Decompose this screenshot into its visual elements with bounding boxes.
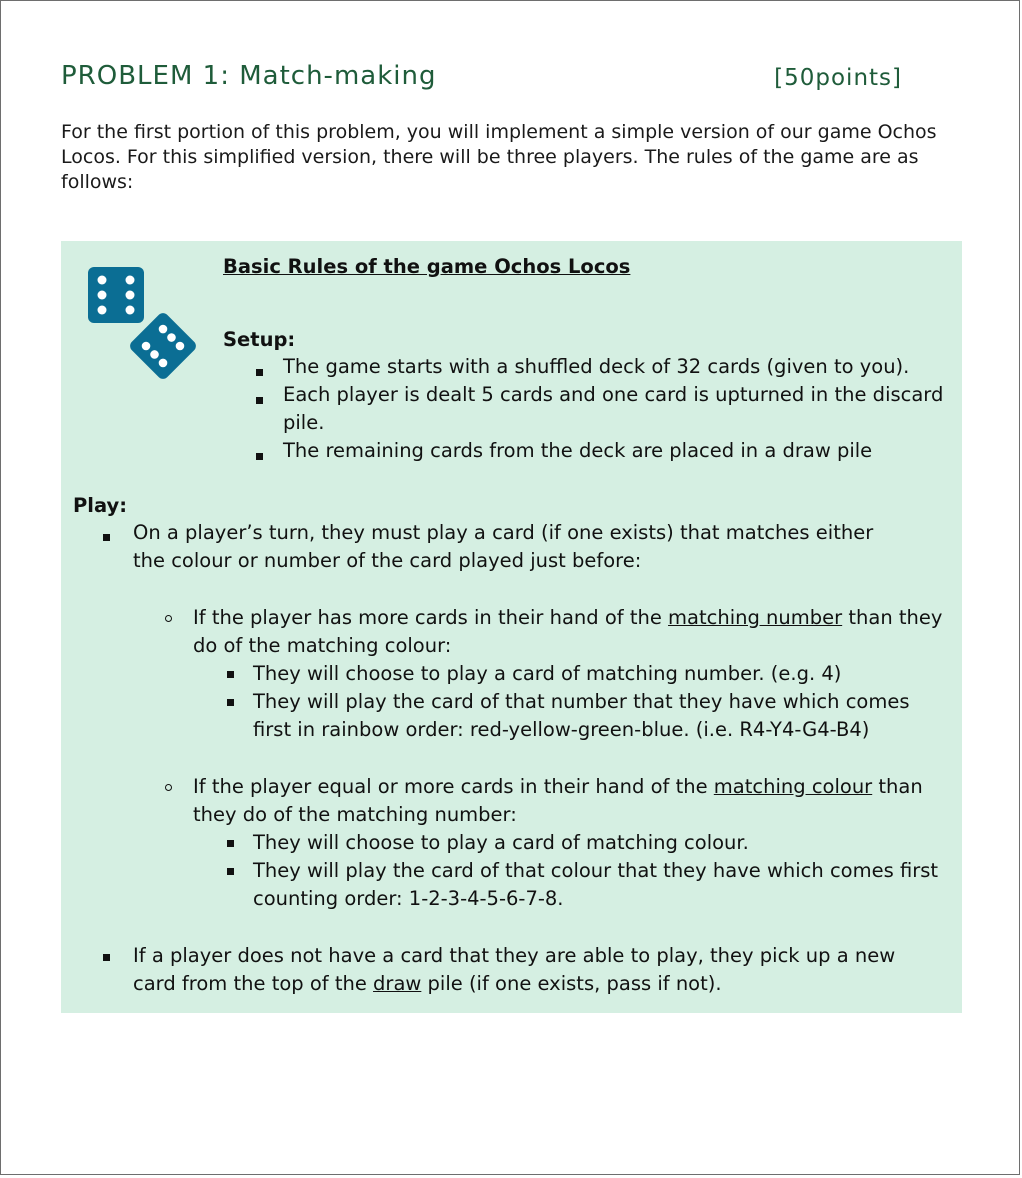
bullet xyxy=(256,453,263,460)
sub-bullet xyxy=(165,615,172,622)
bullet xyxy=(103,534,110,541)
rules-box xyxy=(61,241,962,1013)
setup-item-3: The remaining cards from the deck are placed in a draw pile xyxy=(283,439,873,462)
dice-icon xyxy=(88,267,208,387)
draw-term: draw xyxy=(373,972,422,995)
problem-title: PROBLEM 1: Match-making xyxy=(61,61,437,91)
setup-item-2: Each player is dealt 5 cards and one card is upturned in the discard pile. xyxy=(283,383,944,434)
matching-number-term: matching number xyxy=(668,606,843,629)
colour-case-item-2: They will play the card of that colour that they have which comes first counting order: 1-2-3-4-5-6-7-8. xyxy=(253,859,939,910)
number-case-item-1: They will choose to play a card of matching number. (e.g. 4) xyxy=(253,662,842,685)
play-item-1: On a player’s turn, they must play a card (if one exists) that matches either the colour or number of the card played just before: xyxy=(133,521,874,572)
play-label: Play: xyxy=(73,494,128,517)
bullet xyxy=(103,954,110,961)
intro-paragraph: For the first portion of this problem, you will implement a simple version of our game Ochos Locos. For this simplified version, there will be three players. The rules of the game are as follows: xyxy=(61,121,937,193)
number-case-item-2: They will play the card of that number that they have which comes first in rainbow order: red-yellow-green-blue. (i.e. R4-Y4-G4-B4) xyxy=(253,690,910,741)
setup-label: Setup: xyxy=(223,328,296,351)
number-case-text: If the player has more cards in their hand of the matching number than they do of the matching colour: xyxy=(193,606,943,657)
colour-case-text: If the player equal or more cards in their hand of the matching colour than they do of the matching number: xyxy=(193,775,923,826)
setup-item-1: The game starts with a shuffled deck of 32 cards (given to you). xyxy=(283,355,910,378)
play-item-2: If a player does not have a card that they are able to play, they pick up a new card from the top of the draw pile (if one exists, pass if not). xyxy=(133,944,896,995)
bullet xyxy=(227,671,234,678)
bullet xyxy=(227,868,234,875)
bullet xyxy=(227,840,234,847)
matching-colour-term: matching colour xyxy=(713,775,873,798)
colour-case-item-1: They will choose to play a card of matching colour. xyxy=(253,831,749,854)
bullet xyxy=(256,397,263,404)
problem-points: [50points] xyxy=(774,65,902,91)
bullet xyxy=(256,369,263,376)
rules-title: Basic Rules of the game Ochos Locos xyxy=(223,255,631,278)
bullet xyxy=(227,699,234,706)
sub-bullet xyxy=(165,784,172,791)
